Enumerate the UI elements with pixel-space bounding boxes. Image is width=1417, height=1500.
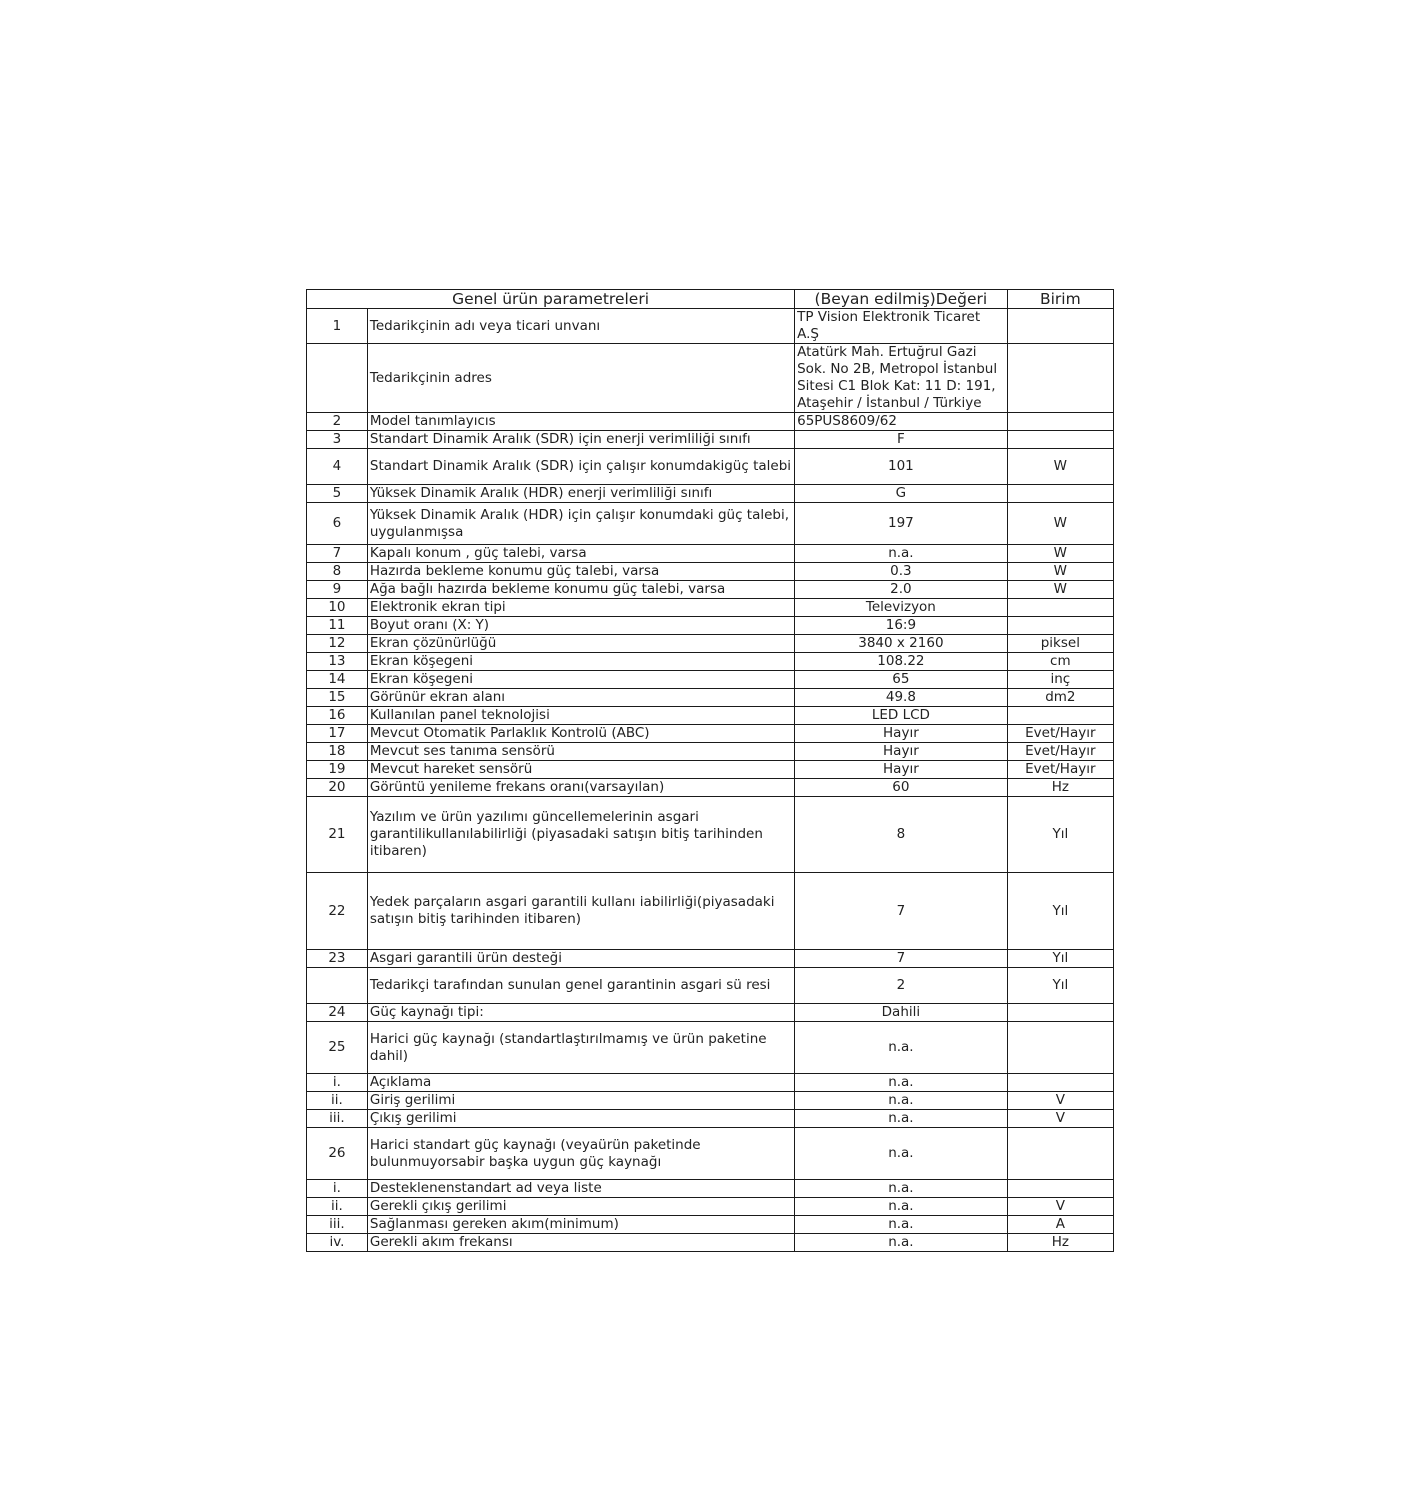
row-number: 18: [307, 743, 368, 761]
row-parameter: Güç kaynağı tipi:: [367, 1004, 794, 1022]
row-number: 22: [307, 873, 368, 950]
row-unit: [1007, 344, 1113, 413]
row-number: iv.: [307, 1234, 368, 1252]
table-row: [307, 873, 1114, 950]
row-unit: [1007, 617, 1113, 635]
row-unit: Evet/Hayır: [1007, 725, 1113, 743]
table-row: [307, 1004, 1114, 1022]
table-row: [307, 1128, 1114, 1180]
row-value: TP Vision Elektronik Ticaret A.Ş: [795, 309, 1008, 344]
row-parameter: Görüntü yenileme frekans oranı(varsayılan): [367, 779, 794, 797]
row-parameter: Desteklenenstandart ad veya liste: [367, 1180, 794, 1198]
table-row: [307, 779, 1114, 797]
row-value: 65PUS8609/62: [795, 413, 1008, 431]
row-unit: W: [1007, 545, 1113, 563]
table-row: [307, 707, 1114, 725]
row-unit: Yıl: [1007, 797, 1113, 873]
row-number: 3: [307, 431, 368, 449]
row-unit: V: [1007, 1198, 1113, 1216]
row-number: 26: [307, 1128, 368, 1180]
table-row: [307, 545, 1114, 563]
row-value: 101: [795, 449, 1008, 485]
row-value: n.a.: [795, 1110, 1008, 1128]
row-number: 16: [307, 707, 368, 725]
table-row: [307, 1074, 1114, 1092]
row-number: 4: [307, 449, 368, 485]
row-unit: [1007, 1074, 1113, 1092]
table-row: [307, 725, 1114, 743]
row-value: n.a.: [795, 1128, 1008, 1180]
row-parameter: Yedek parçaların asgari garantili kullanı iabilirliği(piyasadaki satışın bitiş tarihinden itibaren): [367, 873, 794, 950]
row-number: 12: [307, 635, 368, 653]
row-unit: [1007, 309, 1113, 344]
row-value: n.a.: [795, 1198, 1008, 1216]
row-number: 10: [307, 599, 368, 617]
row-value: 108.22: [795, 653, 1008, 671]
table-row: [307, 1234, 1114, 1252]
table-row: [307, 431, 1114, 449]
row-parameter: Kapalı konum , güç talebi, varsa: [367, 545, 794, 563]
row-unit: [1007, 413, 1113, 431]
header-declared-value: (Beyan edilmiş)Değeri: [795, 290, 1008, 309]
header-parameters: Genel ürün parametreleri: [307, 290, 795, 309]
row-value: Atatürk Mah. Ertuğrul Gazi Sok. No 2B, Metropol İstanbul Sitesi C1 Blok Kat: 11 D: 191, Ataşehir / İstanbul / Türkiye: [795, 344, 1008, 413]
row-unit: [1007, 431, 1113, 449]
table-row: [307, 503, 1114, 545]
row-parameter: Ekran köşegeni: [367, 653, 794, 671]
row-parameter: Asgari garantili ürün desteği: [367, 950, 794, 968]
row-value: 65: [795, 671, 1008, 689]
row-number: [307, 344, 368, 413]
row-unit: W: [1007, 581, 1113, 599]
table-row: [307, 309, 1114, 344]
row-parameter: Yüksek Dinamik Aralık (HDR) enerji verimliliği sınıfı: [367, 485, 794, 503]
row-unit: [1007, 1022, 1113, 1074]
row-number: i.: [307, 1074, 368, 1092]
row-parameter: Harici standart güç kaynağı (veyaürün paketinde bulunmuyorsabir başka uygun güç kaynağı: [367, 1128, 794, 1180]
table-row: [307, 689, 1114, 707]
row-number: 14: [307, 671, 368, 689]
row-value: 49.8: [795, 689, 1008, 707]
row-parameter: Boyut oranı (X: Y): [367, 617, 794, 635]
row-unit: Evet/Hayır: [1007, 743, 1113, 761]
row-unit: Yıl: [1007, 873, 1113, 950]
row-unit: V: [1007, 1092, 1113, 1110]
row-parameter: Tedarikçi tarafından sunulan genel garantinin asgari sü resi: [367, 968, 794, 1004]
row-parameter: Ağa bağlı hazırda bekleme konumu güç talebi, varsa: [367, 581, 794, 599]
table-row: [307, 413, 1114, 431]
row-unit: W: [1007, 563, 1113, 581]
row-unit: A: [1007, 1216, 1113, 1234]
row-value: LED LCD: [795, 707, 1008, 725]
row-value: 0.3: [795, 563, 1008, 581]
row-unit: [1007, 485, 1113, 503]
table-row: [307, 563, 1114, 581]
table-row: [307, 581, 1114, 599]
row-parameter: Harici güç kaynağı (standartlaştırılmamış ve ürün paketine dahil): [367, 1022, 794, 1074]
row-number: iii.: [307, 1110, 368, 1128]
row-unit: cm: [1007, 653, 1113, 671]
table-row: [307, 743, 1114, 761]
row-parameter: Mevcut hareket sensörü: [367, 761, 794, 779]
table-row: [307, 617, 1114, 635]
row-parameter: Çıkış gerilimi: [367, 1110, 794, 1128]
row-number: 5: [307, 485, 368, 503]
row-unit: Yıl: [1007, 968, 1113, 1004]
row-number: 9: [307, 581, 368, 599]
row-value: n.a.: [795, 545, 1008, 563]
table-row: [307, 599, 1114, 617]
row-unit: dm2: [1007, 689, 1113, 707]
row-number: 1: [307, 309, 368, 344]
row-parameter: Ekran köşegeni: [367, 671, 794, 689]
row-value: Hayır: [795, 743, 1008, 761]
table-row: [307, 1110, 1114, 1128]
row-unit: W: [1007, 503, 1113, 545]
table-row: [307, 1216, 1114, 1234]
row-number: 6: [307, 503, 368, 545]
row-parameter: Tedarikçinin adı veya ticari unvanı: [367, 309, 794, 344]
table-row: [307, 950, 1114, 968]
row-value: n.a.: [795, 1022, 1008, 1074]
table-row: [307, 797, 1114, 873]
row-number: 15: [307, 689, 368, 707]
table-row: [307, 344, 1114, 413]
row-value: Dahili: [795, 1004, 1008, 1022]
row-value: 8: [795, 797, 1008, 873]
table-row: [307, 1198, 1114, 1216]
row-number: 11: [307, 617, 368, 635]
row-parameter: Model tanımlayıcıs: [367, 413, 794, 431]
table-row: [307, 1180, 1114, 1198]
row-value: Hayır: [795, 725, 1008, 743]
row-number: 7: [307, 545, 368, 563]
row-number: 25: [307, 1022, 368, 1074]
row-number: i.: [307, 1180, 368, 1198]
row-parameter: Ekran çözünürlüğü: [367, 635, 794, 653]
header-unit: Birim: [1007, 290, 1113, 309]
row-value: 3840 x 2160: [795, 635, 1008, 653]
row-unit: [1007, 599, 1113, 617]
product-parameters-table: [306, 289, 1114, 1252]
row-number: 24: [307, 1004, 368, 1022]
row-value: 16:9: [795, 617, 1008, 635]
row-unit: piksel: [1007, 635, 1113, 653]
row-value: n.a.: [795, 1234, 1008, 1252]
row-value: n.a.: [795, 1074, 1008, 1092]
row-number: iii.: [307, 1216, 368, 1234]
row-value: Televizyon: [795, 599, 1008, 617]
row-parameter: Gerekli akım frekansı: [367, 1234, 794, 1252]
row-parameter: Hazırda bekleme konumu güç talebi, varsa: [367, 563, 794, 581]
row-unit: Yıl: [1007, 950, 1113, 968]
row-value: n.a.: [795, 1092, 1008, 1110]
row-number: 8: [307, 563, 368, 581]
row-parameter: Standart Dinamik Aralık (SDR) için çalışır konumdakigüç talebi: [367, 449, 794, 485]
row-parameter: Gerekli çıkış gerilimi: [367, 1198, 794, 1216]
table-row: [307, 1022, 1114, 1074]
table-body: [307, 309, 1114, 1252]
row-unit: Hz: [1007, 779, 1113, 797]
row-number: 2: [307, 413, 368, 431]
row-parameter: Açıklama: [367, 1074, 794, 1092]
row-parameter: Elektronik ekran tipi: [367, 599, 794, 617]
table-row: [307, 761, 1114, 779]
row-value: 60: [795, 779, 1008, 797]
row-value: n.a.: [795, 1216, 1008, 1234]
row-value: 7: [795, 950, 1008, 968]
row-value: 7: [795, 873, 1008, 950]
table-row: [307, 449, 1114, 485]
row-number: 17: [307, 725, 368, 743]
row-number: ii.: [307, 1092, 368, 1110]
row-unit: [1007, 707, 1113, 725]
row-number: 21: [307, 797, 368, 873]
row-number: 13: [307, 653, 368, 671]
row-unit: V: [1007, 1110, 1113, 1128]
table-row: [307, 635, 1114, 653]
table-row: [307, 485, 1114, 503]
row-unit: [1007, 1004, 1113, 1022]
table-row: [307, 653, 1114, 671]
row-number: 20: [307, 779, 368, 797]
row-value: 2: [795, 968, 1008, 1004]
row-parameter: Tedarikçinin adres: [367, 344, 794, 413]
row-number: ii.: [307, 1198, 368, 1216]
row-parameter: Standart Dinamik Aralık (SDR) için enerji verimliliği sınıfı: [367, 431, 794, 449]
row-unit: [1007, 1180, 1113, 1198]
table-row: [307, 1092, 1114, 1110]
row-parameter: Giriş gerilimi: [367, 1092, 794, 1110]
row-parameter: Sağlanması gereken akım(minimum): [367, 1216, 794, 1234]
row-number: 23: [307, 950, 368, 968]
row-parameter: Mevcut ses tanıma sensörü: [367, 743, 794, 761]
row-value: G: [795, 485, 1008, 503]
row-parameter: Yazılım ve ürün yazılımı güncellemelerinin asgari garantilikullanılabilirliği (piyasadaki satışın bitiş tarihinden itibaren): [367, 797, 794, 873]
row-value: Hayır: [795, 761, 1008, 779]
row-number: 19: [307, 761, 368, 779]
row-unit: [1007, 1128, 1113, 1180]
table-header-row: [307, 290, 1114, 309]
table-row: [307, 671, 1114, 689]
row-unit: Evet/Hayır: [1007, 761, 1113, 779]
table-row: [307, 968, 1114, 1004]
row-parameter: Yüksek Dinamik Aralık (HDR) için çalışır konumdaki güç talebi, uygulanmışsa: [367, 503, 794, 545]
row-unit: inç: [1007, 671, 1113, 689]
row-parameter: Mevcut Otomatik Parlaklık Kontrolü (ABC): [367, 725, 794, 743]
row-unit: W: [1007, 449, 1113, 485]
row-value: F: [795, 431, 1008, 449]
row-value: 2.0: [795, 581, 1008, 599]
row-value: 197: [795, 503, 1008, 545]
row-value: n.a.: [795, 1180, 1008, 1198]
row-parameter: Görünür ekran alanı: [367, 689, 794, 707]
row-number: [307, 968, 368, 1004]
row-unit: Hz: [1007, 1234, 1113, 1252]
row-parameter: Kullanılan panel teknolojisi: [367, 707, 794, 725]
